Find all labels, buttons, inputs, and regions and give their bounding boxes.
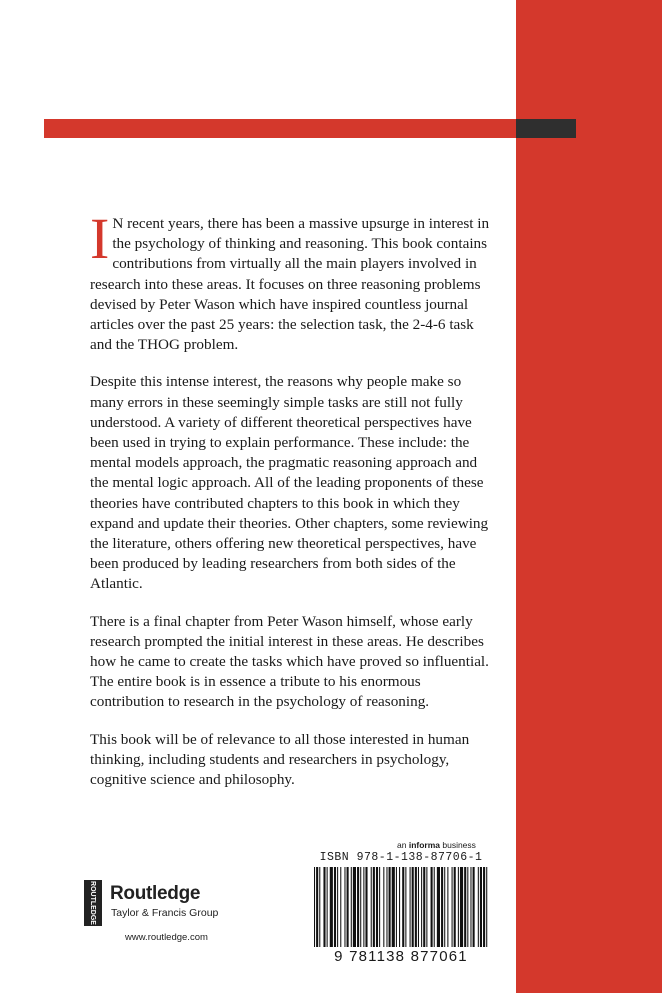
publisher-group: Taylor & Francis Group (111, 907, 219, 919)
informa-word: informa (408, 840, 440, 850)
publisher-name: Routledge (110, 883, 201, 904)
blurb-paragraph-1 (90, 206, 490, 355)
informa-business-tagline: an informa business (397, 840, 476, 850)
drop-cap: I (90, 206, 110, 271)
red-spine-band (516, 0, 662, 993)
publisher-website: www.routledge.com (125, 932, 208, 943)
isbn-label: ISBN 978-1-138-87706-1 (319, 851, 483, 864)
back-cover-blurb (90, 206, 490, 807)
blurb-paragraph-1-text: N recent years, there has been a massive upsurge in interest in the psychology of thinking and reasoning. This book contains contributions from virtually all the main players involved in research into these areas. It focuses on three reasoning problems devised by Peter Wason which have inspired countless journal articles over the past 25 years: the selection task, the 2-4-6 task and the THOG problem. (90, 215, 490, 354)
routledge-logo-mark-icon (84, 880, 102, 926)
blurb-paragraph-4: This book will be of relevance to all those interested in human thinking, including students and researchers in psychology, cognitive science and philosophy. (90, 730, 470, 789)
barcode-number: 9 781138 877061 (334, 948, 468, 965)
blurb-paragraph-2: Despite this intense interest, the reasons why people make so many errors in these seemingly simple tasks are still not fully understood. A variety of different theoretical perspectives have been used in trying to explain performance. These include: the mental models approach, the pragmatic reasoning approach and the mental logic approach. All of the leading proponents of these theories have contributed chapters to this book in which they expand and update their theories. Other chapters, some reviewing the literature, others offering new theoretical perspectives, have been produced by leading researchers from both sides of the Atlantic. (90, 373, 489, 593)
routledge-logo (84, 880, 244, 926)
red-header-bar (44, 119, 516, 138)
logo-vertical-text: ROUTLEDGE (89, 881, 97, 925)
blurb-paragraph-3: There is a final chapter from Peter Wason himself, whose early research prompted the initial interest in these areas. He describes how he came to create the tasks which have proved so influential. The entire book is in essence a tribute to his enormous contribution to research in the psychology of reasoning. (90, 612, 489, 711)
barcode-bars-icon (314, 867, 490, 947)
isbn-barcode (308, 851, 494, 966)
dark-header-bar-end (516, 119, 576, 138)
